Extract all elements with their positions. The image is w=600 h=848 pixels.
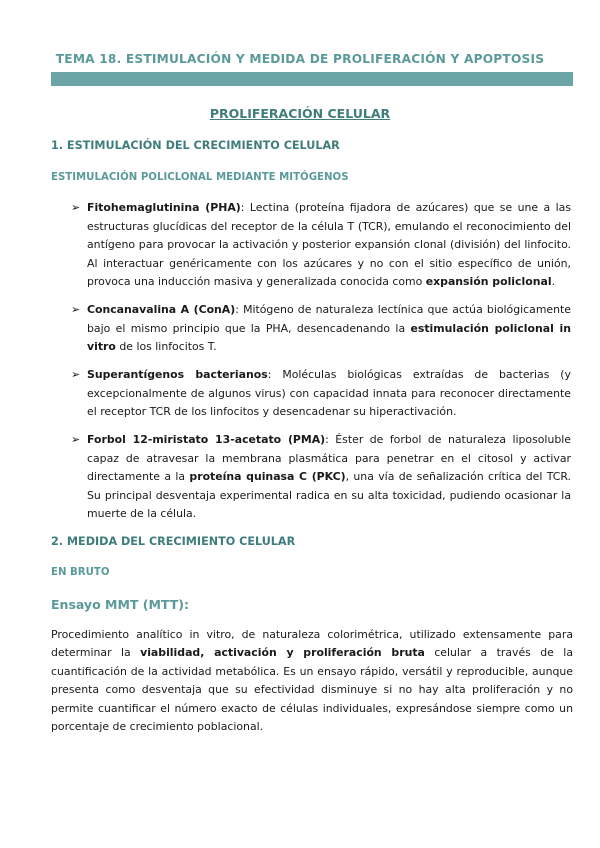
paragraph-text: Procedimiento analítico in vitro, de naturaleza colorimétrica, utilizado extensamente para determinar la (51, 628, 573, 660)
document-title: TEMA 18. ESTIMULACIÓN Y MEDIDA DE PROLIFERACIÓN Y APOPTOSIS (55, 52, 545, 66)
description: : Éster de forbol de naturaleza liposoluble capaz de atravesar la membrana plasmática para penetrar en el citosol y activar directamente a la (87, 433, 571, 483)
list-item (71, 199, 571, 292)
arrow-bullet-icon: ➢ (71, 433, 81, 446)
term: Concanavalina A (ConA) (87, 303, 236, 316)
arrow-bullet-icon: ➢ (71, 303, 81, 316)
section-title: PROLIFERACIÓN CELULAR (209, 106, 391, 121)
list-item-text (87, 301, 571, 357)
term: Fitohemaglutinina (PHA) (87, 201, 241, 214)
arrow-bullet-icon: ➢ (71, 201, 81, 214)
emphasis: expansión policlonal (425, 275, 552, 288)
description: : Lectina (proteína fijadora de azúcares) que se une a las estructuras glucídicas del receptor de la célula T (TCR), emulando el reconocimiento del antígeno para provocar la activación y posterior expansión clonal (división) del linfocito. Al interactuar genéricamente con los azúcares y no con el sitio específico de unión, provoca una inducción masiva y generalizada conocida como (87, 201, 572, 288)
emphasis: proteína quinasa C (PKC) (189, 470, 346, 483)
list-item (71, 366, 571, 422)
list-item (71, 431, 571, 524)
term: Forbol 12-miristato 13-acetato (PMA) (87, 433, 326, 446)
section2-heading: 2. MEDIDA DEL CRECIMIENTO CELULAR (51, 535, 296, 548)
section1-heading: 1. ESTIMULACIÓN DEL CRECIMIENTO CELULAR (51, 139, 340, 152)
description-end: . (551, 275, 556, 288)
list-item-text (87, 199, 571, 292)
arrow-bullet-icon: ➢ (71, 368, 81, 381)
emphasis: estimulación policlonal in vitro (87, 321, 571, 353)
section2-subheading: EN BRUTO (51, 567, 110, 578)
emphasis: viabilidad, activación y proliferación bruta (140, 646, 425, 660)
description: : Mitógeno de naturaleza lectínica que actúa biológicamente bajo el mismo principio que la PHA, desencadenando la (87, 303, 571, 335)
assay-description (51, 626, 573, 736)
paragraph-text-end: celular a través de la cuantificación de la actividad metabólica. Es un ensayo rápido, versátil y reproducible, aunque presenta como desventaja que su efectividad disminuye si no hay alta proliferación y no permite cuantificar el número exacto de células individuales, expresándose siempre como un porcentaje de crecimiento poblacional. (51, 646, 573, 734)
section1-subheading: ESTIMULACIÓN POLICLONAL MEDIANTE MITÓGENOS (51, 172, 349, 183)
description: : Moléculas biológicas extraídas de bacterias (y excepcionalmente de algunos virus) con capacidad innata para reconocer directamente el receptor TCR de los linfocitos y desencadenar su hiperactivación. (87, 368, 572, 418)
description-end: , una vía de señalización crítica del TCR. Su principal desventaja experimental radica en su alta toxicidad, pudiendo ocasionar la muerte de la célula. (87, 470, 572, 520)
title-underline-bar (51, 72, 573, 86)
list-item (71, 301, 571, 357)
list-item-text (87, 431, 571, 524)
assay-title: Ensayo MMT (MTT): (51, 597, 189, 612)
description-end: de los linfocitos T. (115, 340, 217, 353)
list-item-text (87, 366, 571, 422)
term: Superantígenos bacterianos (87, 368, 268, 381)
